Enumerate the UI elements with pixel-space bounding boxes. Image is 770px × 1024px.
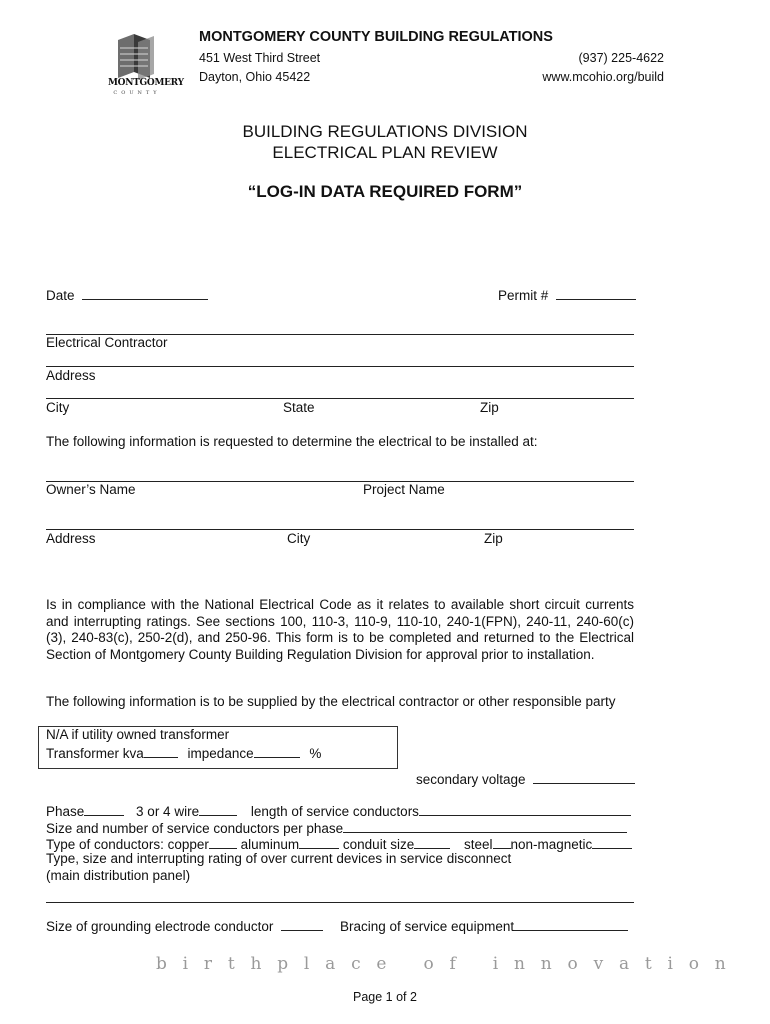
logo-wordmark: MONTGOMERY	[108, 78, 184, 88]
logo-subtitle: COUNTY	[113, 90, 161, 96]
page-number: Page 1 of 2	[353, 990, 417, 1004]
aluminum-label: aluminum	[240, 837, 300, 852]
project-city-label: City	[287, 531, 311, 546]
info-sentence: The following information is requested to determine the electrical to be installed at:	[46, 434, 538, 449]
county-logo-icon	[108, 34, 166, 84]
conductor-type-row	[46, 835, 632, 852]
non-magnetic-label: non-magnetic	[510, 837, 593, 852]
permit-label: Permit #	[498, 288, 549, 303]
address-line[interactable]	[46, 366, 634, 367]
wire-label: 3 or 4 wire	[136, 804, 200, 819]
conduit-size-label: conduit size	[342, 837, 415, 852]
permit-field[interactable]	[498, 286, 636, 303]
phase-line[interactable]	[84, 802, 124, 816]
secondary-voltage-field[interactable]	[416, 770, 635, 787]
phase-label: Phase	[46, 804, 85, 819]
state-label: State	[283, 400, 315, 415]
division-title: BUILDING REGULATIONS DIVISION	[242, 122, 528, 141]
tagline: birthplace of innovation	[156, 954, 742, 974]
steel-label: steel	[463, 837, 493, 852]
date-label: Date	[46, 288, 75, 303]
permit-line[interactable]	[556, 286, 636, 300]
secondary-voltage-line[interactable]	[533, 770, 635, 784]
kva-label: Transformer kva	[46, 746, 144, 761]
percent-sign: %	[309, 746, 322, 761]
overcurrent-label: Type, size and interrupting rating of over current devices in service disconnect	[46, 851, 512, 866]
bracing-field	[340, 917, 628, 934]
kva-line[interactable]	[144, 744, 178, 758]
steel-line[interactable]	[493, 835, 511, 849]
length-label: length of service conductors	[250, 804, 419, 819]
grounding-line[interactable]	[281, 917, 323, 931]
project-address-label: Address	[46, 531, 96, 546]
contractor-label: Electrical Contractor	[46, 335, 168, 350]
date-field[interactable]	[46, 286, 208, 303]
non-magnetic-line[interactable]	[592, 835, 632, 849]
zip-label: Zip	[480, 400, 499, 415]
owner-label: Owner’s Name	[46, 482, 136, 497]
date-line[interactable]	[82, 286, 208, 300]
bracing-line[interactable]	[514, 917, 628, 931]
copper-line[interactable]	[209, 835, 237, 849]
transformer-na-note: N/A if utility owned transformer	[46, 727, 230, 742]
size-number-row	[46, 819, 627, 836]
size-number-line[interactable]	[343, 819, 627, 833]
project-label: Project Name	[363, 482, 445, 497]
city-label: City	[46, 400, 70, 415]
main-panel-label: (main distribution panel)	[46, 868, 191, 883]
grounding-field	[46, 917, 323, 934]
bracing-label: Bracing of service equipment	[340, 919, 515, 934]
transformer-row	[46, 744, 321, 761]
wire-line[interactable]	[199, 802, 237, 816]
size-number-label: Size and number of service conductors per phase	[46, 821, 344, 836]
form-title: “LOG-IN DATA REQUIRED FORM”	[247, 182, 523, 201]
impedance-label: impedance	[187, 746, 254, 761]
address-label: Address	[46, 368, 96, 383]
county-logo	[108, 34, 184, 104]
length-line[interactable]	[419, 802, 631, 816]
city-line[interactable]	[46, 398, 634, 399]
phase-row	[46, 802, 631, 819]
project-zip-label: Zip	[484, 531, 503, 546]
aluminum-line[interactable]	[299, 835, 339, 849]
overcurrent-line[interactable]	[46, 902, 634, 903]
website: www.mcohio.org/build	[542, 70, 664, 84]
review-title: ELECTRICAL PLAN REVIEW	[272, 143, 498, 162]
copper-label: Type of conductors: copper	[46, 837, 209, 852]
conduit-size-line[interactable]	[414, 835, 450, 849]
city-state-zip: Dayton, Ohio 45422	[199, 70, 311, 84]
impedance-line[interactable]	[254, 744, 300, 758]
street-address: 451 West Third Street	[199, 51, 321, 65]
grounding-label: Size of grounding electrode conductor	[46, 919, 274, 934]
project-address-line[interactable]	[46, 529, 634, 530]
supply-sentence: The following information is to be supplied by the electrical contractor or other responsible party	[46, 694, 616, 709]
phone-number: (937) 225-4622	[578, 51, 664, 65]
compliance-paragraph: Is in compliance with the National Electrical Code as it relates to available short circuit currents and interrupting ratings. See sections 100, 110-3, 110-9, 110-10, 240-1(FPN), 240-11, 240-60(c)(3), 240-83(c), 250-2(d), and 250-96. This form is to be completed and returned to the Electrical Section of Montgomery County Building Regulation Division for approval prior to installation.	[46, 597, 634, 662]
overcurrent-row	[46, 851, 511, 866]
org-title: MONTGOMERY COUNTY BUILDING REGULATIONS	[199, 29, 553, 45]
secondary-voltage-label: secondary voltage	[416, 772, 526, 787]
